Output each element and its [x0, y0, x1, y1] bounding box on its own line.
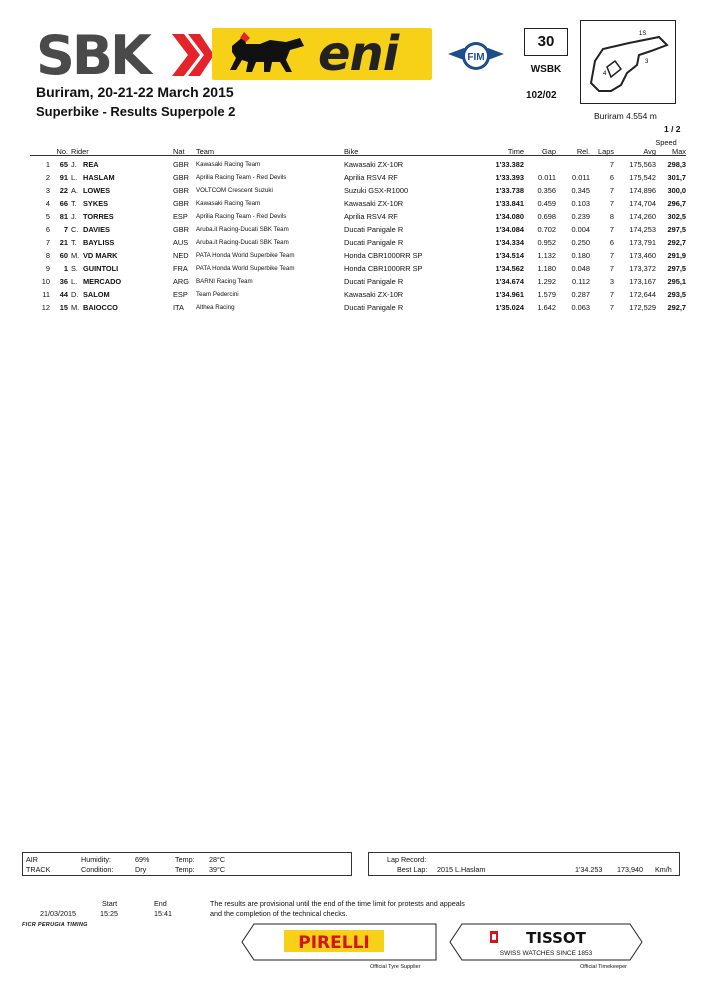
ficr-timing-logo: FICR PERUGIA TIMING	[22, 922, 88, 928]
nationality: AUS	[173, 238, 189, 247]
avg-speed: 175,563	[629, 160, 656, 169]
col-rider: Rider	[71, 147, 89, 156]
rider-initial: T.	[71, 238, 77, 247]
col-max: Max	[672, 147, 686, 156]
avg-speed: 174,253	[629, 225, 656, 234]
track-map	[580, 20, 676, 104]
end-label: End	[154, 899, 167, 908]
rider-number: 21	[59, 238, 68, 247]
team-name: Aruba.it Racing-Ducati SBK Team	[196, 226, 289, 233]
bike-model: Kawasaki ZX-10R	[344, 199, 404, 208]
record-speed: 173,940	[617, 865, 643, 874]
position: 8	[45, 251, 50, 260]
avg-speed: 174,896	[629, 186, 656, 195]
team-name: Aprilia Racing Team - Red Devils	[196, 174, 287, 181]
tissot-banner	[448, 922, 644, 962]
col-nat: Nat	[173, 147, 185, 156]
table-row	[30, 301, 686, 314]
rider-initial: T.	[71, 199, 77, 208]
rider-initial: L.	[71, 277, 78, 286]
nationality: NED	[173, 251, 189, 260]
track-temp-label: Temp:	[175, 865, 195, 874]
laps: 7	[609, 186, 614, 195]
laps: 7	[609, 264, 614, 273]
rider-name: LOWES	[83, 186, 111, 195]
track-label: TRACK	[26, 865, 51, 874]
rider-number: 7	[63, 225, 68, 234]
page-number: 1 / 2	[664, 124, 681, 134]
lap-time: 1'34.562	[495, 264, 524, 273]
laps: 3	[609, 277, 614, 286]
team-name: Kawasaki Racing Team	[196, 200, 261, 207]
bike-model: Honda CBR1000RR SP	[344, 264, 423, 273]
gap: 0.459	[537, 199, 556, 208]
max-speed: 298,3	[667, 160, 686, 169]
condition-value: Dry	[135, 865, 147, 874]
session-title: Superbike - Results Superpole 2	[36, 104, 236, 119]
red-chevrons-icon	[170, 32, 214, 78]
laps: 7	[609, 225, 614, 234]
laps: 7	[609, 160, 614, 169]
track-temp-value: 39°C	[209, 865, 226, 874]
team-name: Aruba.it Racing-Ducati SBK Team	[196, 239, 289, 246]
bike-model: Suzuki GSX-R1000	[344, 186, 409, 195]
series-label: WSBK	[530, 64, 562, 75]
lap-record-box	[368, 852, 680, 876]
gap: 0.702	[537, 225, 556, 234]
rider-number: 66	[59, 199, 68, 208]
nationality: GBR	[173, 199, 190, 208]
gap: 1.292	[537, 277, 556, 286]
gap: 0.011	[538, 173, 556, 182]
avg-speed: 175,542	[629, 173, 656, 182]
laps: 6	[609, 173, 614, 182]
nationality: ESP	[173, 290, 188, 299]
rider-number: 22	[59, 186, 68, 195]
avg-speed: 172,529	[629, 303, 656, 312]
rider-name: SALOM	[83, 290, 110, 299]
gap: 1.642	[537, 303, 556, 312]
rider-name: GUINTOLI	[83, 264, 119, 273]
rider-number: 36	[59, 277, 68, 286]
gap: 1.132	[537, 251, 556, 260]
avg-speed: 174,260	[629, 212, 656, 221]
rider-number: 1	[63, 264, 68, 273]
nationality: ITA	[173, 303, 184, 312]
nationality: GBR	[173, 186, 190, 195]
relative-gap: 0.345	[571, 186, 590, 195]
table-row	[30, 288, 686, 301]
table-row	[30, 262, 686, 275]
sbk-eni-logo-banner	[36, 26, 504, 86]
team-name: VOLTCOM Crescent Suzuki	[196, 187, 273, 194]
lap-time: 1'34.514	[495, 251, 524, 260]
rider-number: 81	[59, 212, 68, 221]
max-speed: 301,7	[667, 173, 686, 182]
lap-time: 1'33.841	[495, 199, 524, 208]
laps: 7	[609, 303, 614, 312]
rider-initial: M.	[71, 303, 80, 312]
relative-gap: 0.112	[572, 277, 590, 286]
rider-number: 65	[59, 160, 68, 169]
bike-model: Ducati Panigale R	[344, 238, 404, 247]
lap-time: 1'34.080	[495, 212, 524, 221]
avg-speed: 174,704	[629, 199, 656, 208]
track-length: Buriram 4.554 m	[594, 111, 657, 121]
tissot-logo: TISSOT	[526, 929, 586, 947]
bike-model: Ducati Panigale R	[344, 303, 404, 312]
max-speed: 300,0	[667, 186, 686, 195]
session-date: 21/03/2015	[40, 909, 76, 918]
end-time: 15:41	[154, 909, 172, 918]
rider-name: TORRES	[83, 212, 114, 221]
col-no: No.	[56, 147, 68, 156]
lap-record-title: Lap Record:	[387, 855, 427, 864]
rider-number: 15	[59, 303, 68, 312]
nationality: FRA	[173, 264, 188, 273]
rider-initial: C.	[71, 225, 79, 234]
max-speed: 293,5	[667, 290, 686, 299]
team-name: Kawasaki Racing Team	[196, 161, 261, 168]
rider-number: 60	[59, 251, 68, 260]
laps: 7	[609, 251, 614, 260]
position: 4	[45, 199, 50, 208]
max-speed: 296,7	[667, 199, 686, 208]
bike-model: Honda CBR1000RR SP	[344, 251, 423, 260]
rider-name: REA	[83, 160, 99, 169]
relative-gap: 0.004	[571, 225, 590, 234]
rider-name: MERCADO	[83, 277, 122, 286]
fim-logo-icon	[448, 36, 504, 76]
table-row	[30, 171, 686, 184]
rider-name: VD MARK	[83, 251, 118, 260]
gap: 0.952	[537, 238, 556, 247]
position: 5	[45, 212, 50, 221]
six-legged-dog-icon	[226, 32, 308, 76]
sbk-logo: SBK	[36, 24, 149, 87]
pirelli-logo: PIRELLI	[298, 933, 370, 953]
pirelli-banner-shape	[240, 922, 438, 962]
col-team: Team	[196, 147, 215, 156]
start-label: Start	[102, 899, 118, 908]
laps: 7	[609, 290, 614, 299]
lap-time: 1'34.674	[495, 277, 524, 286]
relative-gap: 0.011	[572, 173, 590, 182]
col-gap: Gap	[542, 147, 556, 156]
position: 7	[45, 238, 50, 247]
bike-model: Kawasaki ZX-10R	[344, 290, 404, 299]
gap: 1.579	[537, 290, 556, 299]
avg-speed: 173,167	[629, 277, 656, 286]
air-temp-value: 28°C	[209, 855, 226, 864]
air-label: AIR	[26, 855, 38, 864]
position: 12	[41, 303, 50, 312]
avg-speed: 173,791	[629, 238, 656, 247]
rider-initial: A.	[71, 186, 78, 195]
pirelli-caption: Official Tyre Supplier	[370, 964, 421, 970]
table-row	[30, 210, 686, 223]
speed-group-header: Speed	[655, 138, 677, 147]
relative-gap: 0.063	[571, 303, 590, 312]
nationality: ARG	[173, 277, 190, 286]
relative-gap: 0.103	[571, 199, 590, 208]
position: 3	[45, 186, 50, 195]
position: 6	[45, 225, 50, 234]
rider-name: HASLAM	[83, 173, 115, 182]
best-lap-label: Best Lap:	[397, 865, 428, 874]
record-unit: Km/h	[655, 865, 672, 874]
lap-time: 1'34.961	[495, 290, 524, 299]
start-time: 15:25	[100, 909, 118, 918]
col-time: Time	[507, 147, 524, 156]
max-speed: 302,5	[667, 212, 686, 221]
max-speed: 292,7	[667, 303, 686, 312]
col-rel: Rel.	[576, 147, 590, 156]
laps: 6	[609, 238, 614, 247]
position: 1	[45, 160, 50, 169]
max-speed: 297,5	[667, 225, 686, 234]
bike-model: Ducati Panigale R	[344, 277, 404, 286]
conditions-box	[22, 852, 352, 876]
team-name: PATA Honda World Superbike Team	[196, 252, 295, 259]
map-label-1s: 1S	[639, 31, 647, 37]
lap-time: 1'33.382	[495, 160, 524, 169]
table-row	[30, 184, 686, 197]
gap: 0.698	[537, 212, 556, 221]
nationality: GBR	[173, 160, 190, 169]
relative-gap: 0.250	[571, 238, 590, 247]
bike-model: Aprilia RSV4 RF	[344, 212, 398, 221]
record-time: 1'34.253	[575, 865, 603, 874]
humidity-label: Humidity:	[81, 855, 111, 864]
max-speed: 295,1	[667, 277, 686, 286]
rider-number: 44	[59, 290, 68, 299]
fim-label: FIM	[467, 52, 485, 63]
humidity-value: 69%	[135, 855, 150, 864]
rider-initial: S.	[71, 264, 78, 273]
table-header	[30, 147, 686, 156]
condition-label: Condition:	[81, 865, 114, 874]
rider-initial: J.	[71, 212, 77, 221]
avg-speed: 172,644	[629, 290, 656, 299]
col-bike: Bike	[344, 147, 359, 156]
rider-number: 91	[59, 173, 68, 182]
pirelli-banner	[240, 922, 438, 962]
gap: 1.180	[537, 264, 556, 273]
team-name: Team Pedercini	[196, 291, 239, 298]
relative-gap: 0.048	[571, 264, 590, 273]
session-times	[40, 899, 520, 923]
position: 9	[45, 264, 50, 273]
lap-time: 1'35.024	[495, 303, 524, 312]
provisional-notice-line2: and the completion of the technical checks.	[210, 909, 348, 918]
relative-gap: 0.287	[571, 290, 590, 299]
map-label-3: 3	[645, 59, 649, 65]
tissot-tagline: SWISS WATCHES SINCE 1853	[499, 950, 593, 957]
team-name: Aprilia Racing Team - Red Devils	[196, 213, 287, 220]
col-avg: Avg	[643, 147, 656, 156]
table-row	[30, 275, 686, 288]
rider-name: BAYLISS	[83, 238, 115, 247]
document-code: 102/02	[526, 90, 557, 101]
tissot-caption: Official Timekeeper	[580, 964, 627, 970]
table-row	[30, 249, 686, 262]
event-title: Buriram, 20-21-22 March 2015	[36, 84, 234, 100]
lap-time: 1'33.738	[495, 186, 524, 195]
bike-model: Aprilia RSV4 RF	[344, 173, 398, 182]
table-row	[30, 158, 686, 171]
bike-model: Ducati Panigale R	[344, 225, 404, 234]
team-name: BARNI Racing Team	[196, 278, 253, 285]
lap-time: 1'34.084	[495, 225, 524, 234]
rider-initial: D.	[71, 290, 79, 299]
max-speed: 291,9	[667, 251, 686, 260]
avg-speed: 173,460	[629, 251, 656, 260]
nationality: GBR	[173, 225, 190, 234]
avg-speed: 173,372	[629, 264, 656, 273]
col-laps: Laps	[598, 147, 615, 156]
record-holder: 2015 L.Haslam	[437, 865, 486, 874]
table-row	[30, 197, 686, 210]
tissot-banner-shape	[448, 922, 644, 962]
position: 10	[41, 277, 50, 286]
nationality: ESP	[173, 212, 188, 221]
laps: 7	[609, 199, 614, 208]
position: 11	[42, 290, 50, 299]
relative-gap: 0.180	[571, 251, 590, 260]
team-name: PATA Honda World Superbike Team	[196, 265, 295, 272]
round-number: 30	[524, 28, 568, 56]
gap: 0.356	[537, 186, 556, 195]
lap-time: 1'34.334	[495, 238, 524, 247]
position: 2	[45, 173, 50, 182]
lap-time: 1'33.393	[495, 173, 524, 182]
rider-initial: M.	[71, 251, 80, 260]
rider-initial: J.	[71, 160, 77, 169]
nationality: GBR	[173, 173, 190, 182]
rider-name: BAIOCCO	[83, 303, 118, 312]
team-name: Althea Racing	[196, 304, 235, 311]
rider-name: DAVIES	[83, 225, 110, 234]
table-row	[30, 223, 686, 236]
laps: 8	[609, 212, 614, 221]
table-row	[30, 236, 686, 249]
eni-logo-text: eni	[318, 26, 399, 82]
rider-initial: L.	[71, 173, 78, 182]
rider-name: SYKES	[83, 199, 109, 208]
max-speed: 292,7	[667, 238, 686, 247]
air-temp-label: Temp:	[175, 855, 195, 864]
relative-gap: 0.239	[571, 212, 590, 221]
map-label-4: 4	[603, 71, 607, 77]
max-speed: 297,5	[667, 264, 686, 273]
bike-model: Kawasaki ZX-10R	[344, 160, 404, 169]
provisional-notice-line1: The results are provisional until the end of the time limit for protests and appeals	[210, 899, 465, 908]
track-layout-icon	[581, 21, 674, 102]
